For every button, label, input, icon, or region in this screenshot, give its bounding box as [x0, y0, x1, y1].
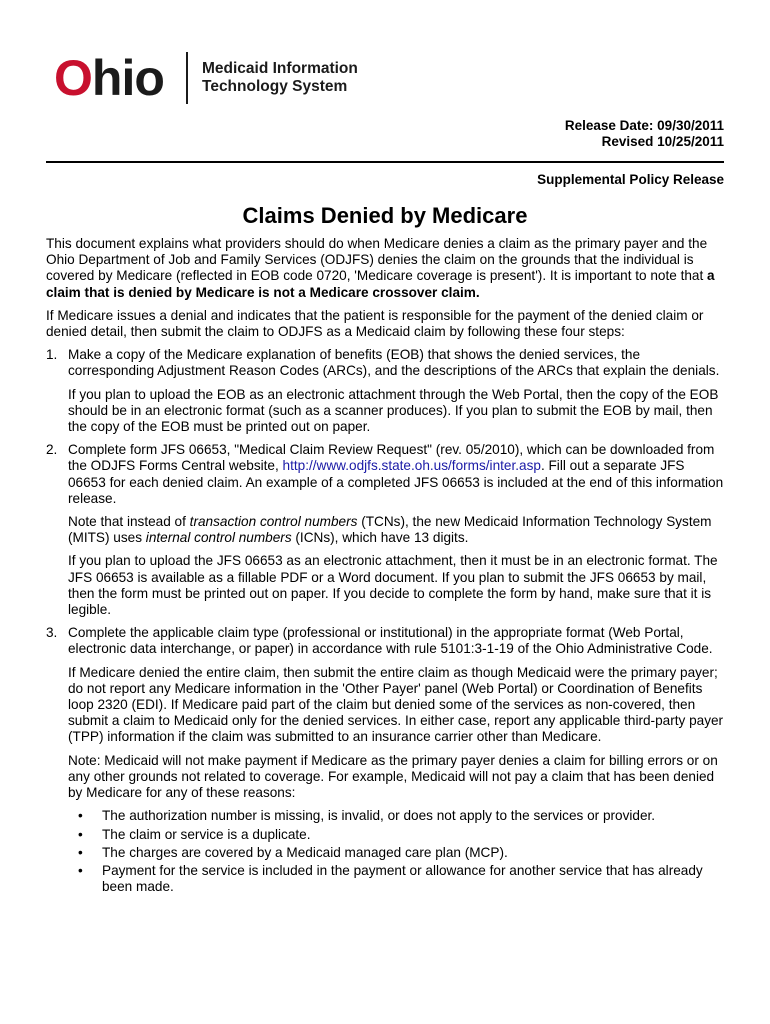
- step2-note-text: (TCNs), the new Medicaid Information Technology System (MITS) uses: [68, 514, 712, 546]
- revised-date: Revised 10/25/2011: [601, 134, 724, 149]
- release-date: Release Date: 09/30/2011: [564, 118, 724, 133]
- release-type: Supplemental Policy Release: [537, 172, 724, 187]
- step2-paragraph-a: [68, 442, 724, 507]
- logo-letters-hio: hio: [91, 50, 164, 106]
- intro-paragraph: [46, 236, 724, 301]
- list-item-text: The authorization number is missing, is invalid, or does not apply to the services or provider.: [102, 808, 656, 824]
- step3-paragraph-b: If Medicare denied the entire claim, then submit the entire claim as though Medicaid were the primary payer; do not report any Medicare information in the 'Other Payer' panel (Web Portal) or Coordination of Benefits loop 2320 (EDI). If Medicare paid part of the claim but denied some of the services as non-covered, then submit a claim to Medicaid only for the denied services. In either case, report any applicable third-party payer (TPP) information if the claim was submitted to an insurance carrier other than Medicare.: [68, 664, 724, 745]
- step-number: 3.: [46, 625, 58, 641]
- header-rule: [46, 161, 724, 163]
- document-title: Claims Denied by Medicare: [242, 203, 528, 228]
- icn-term: internal control numbers: [145, 530, 292, 546]
- intro-bold: a claim that is denied by Medicare is not a Medicare crossover claim.: [46, 268, 715, 300]
- bullet-icon: •: [78, 808, 83, 824]
- list-item: [78, 826, 724, 843]
- forms-central-link[interactable]: http://www.odjfs.state.oh.us/forms/inter.asp: [282, 458, 541, 474]
- logo-letter-o: O: [54, 50, 92, 106]
- step2-text-pre: Complete form JFS 06653, "Medical Claim Review Request" (rev. 05/2010), which can be downloaded from the ODJFS Forms Central website,: [68, 442, 715, 474]
- list-item-text: The claim or service is a duplicate.: [102, 826, 311, 842]
- step-item-2: [46, 442, 724, 618]
- step2-note-text: Note that instead of: [68, 514, 190, 530]
- denial-reasons-list: [68, 808, 724, 895]
- step2-paragraph-c: If you plan to upload the JFS 06653 as an electronic attachment, then it must be in an electronic format. The JFS 06653 is available as a fillable PDF or a Word document. If you plan to submit the JFS 06653 by mail, then the form must be printed out on paper. If you decide to complete the form by hand, make sure that it is legible.: [68, 553, 718, 618]
- step-number: 1.: [46, 347, 58, 363]
- list-item: [78, 862, 724, 895]
- bullet-icon: •: [78, 826, 83, 842]
- document-body: [46, 236, 724, 902]
- bullet-icon: •: [78, 862, 83, 878]
- step2-paragraph-b: [68, 514, 724, 546]
- tcn-term: transaction control numbers: [189, 514, 358, 530]
- intro-text: This document explains what providers should do when Medicare denies a claim as the primary payer and the Ohio Department of Job and Family Services (ODJFS) denies the claim on the grounds that the individual is covered by Medicare (reflected in EOB code 0720, 'Medicare coverage is present'). It is important to note that: [46, 236, 708, 284]
- list-item: [78, 844, 724, 861]
- step1-paragraph-a: Make a copy of the Medicare explanation of benefits (EOB) that shows the denied services, the corresponding Adjustment Reason Codes (ARCs), and the descriptions of the ARCs that explain the denials.: [68, 347, 720, 379]
- system-name-line2: Technology System: [202, 78, 348, 95]
- step2-text-post: . Fill out a separate JFS 06653 for each denied claim. An example of a completed JFS 06653 is included at the end of this information release.: [68, 458, 724, 506]
- step-number: 2.: [46, 442, 58, 458]
- step3-paragraph-c: Note: Medicaid will not make payment if Medicare as the primary payer denies a claim for billing errors or on any other grounds not related to coverage. For example, Medicaid will not pay a claim that has been denied by Medicare for any of these reasons:: [68, 752, 718, 801]
- step2-note-text: (ICNs), which have 13 digits.: [291, 530, 469, 546]
- system-name-line1: Medicaid Information: [202, 60, 358, 77]
- steps-list: [46, 347, 724, 895]
- list-item-text: Payment for the service is included in the payment or allowance for another service that has already been made.: [102, 862, 703, 895]
- step-item-1: [46, 347, 724, 435]
- bullet-icon: •: [78, 844, 83, 860]
- steps-intro-paragraph: If Medicare issues a denial and indicates that the patient is responsible for the payment of the denied claim or denied detail, then submit the claim to ODJFS as a Medicaid claim by following these four steps:: [46, 307, 704, 340]
- list-item: [78, 808, 724, 824]
- release-meta: [565, 118, 724, 150]
- step3-paragraph-a: Complete the applicable claim type (professional or institutional) in the appropriate format (Web Portal, electronic data interchange, or paper) in accordance with rule 5101:3-1-19 of the Ohio Administrative Code.: [68, 625, 713, 657]
- ohio-wordmark: [54, 50, 164, 106]
- step1-paragraph-b: If you plan to upload the EOB as an electronic attachment through the Web Portal, then the copy of the EOB should be in an electronic format (such as a scanner produces). If you plan to submit the EOB by mail, then the copy of the EOB must be printed out on paper.: [68, 386, 719, 435]
- list-item-text: The charges are covered by a Medicaid managed care plan (MCP).: [102, 844, 508, 860]
- logo-divider: [186, 52, 188, 104]
- system-name: [202, 60, 358, 96]
- step-item-3: [46, 625, 724, 895]
